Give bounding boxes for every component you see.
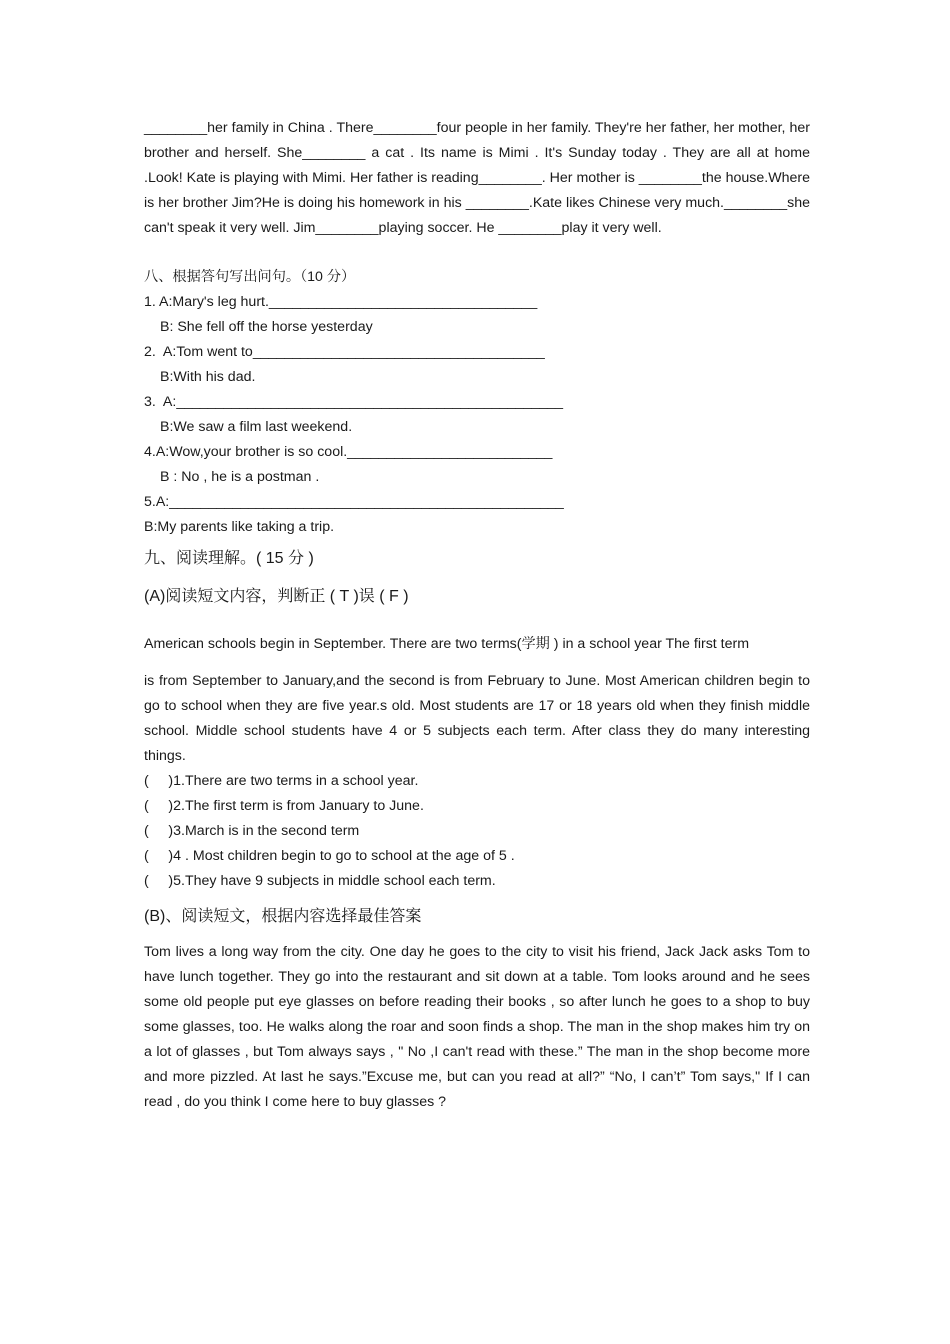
part-a-heading: (A)阅读短文内容，判断正 ( T )误 ( F ) bbox=[144, 588, 409, 605]
part-a-paragraph-2: is from September to January,and the second is from February to June. Most American children begin to go to school when they are five year.s old. Most students are 17 or 18 years old when they finish middle school. Middle school students have 4 or 5 subjects each term. After class they do many interesting things. bbox=[144, 673, 810, 764]
section-9-heading: 九、阅读理解。( 15 分 ) bbox=[144, 550, 314, 567]
tf-item-3: ( )3.March is in the second term bbox=[144, 823, 360, 839]
part-b-paragraph: Tom lives a long way from the city. One day he goes to the city to visit his friend, Jack Jack asks Tom to have lunch together. They go into the restaurant and sit down at a table. Tom looks around and he sees some old people put eye glasses on before reading their books , so after lunch he goes to a shop to buy some glasses, too. He walks along the roar and soon finds a shop. The man in the shop makes him try on a lot of glasses , but Tom always says , " No ,I can't read with these.” The man in the shop become more and more pizzled. At last he says.”Excuse me, but can you read at all?” “No, I can’t” Tom says," If I can read , do you think I come here to buy glasses ? bbox=[144, 944, 810, 1110]
tf-item-4: ( )4 . Most children begin to go to school at the age of 5 . bbox=[144, 848, 515, 864]
question-5-a: 5.A:__________________________________________________ bbox=[144, 494, 564, 510]
question-5-b: B:My parents like taking a trip. bbox=[144, 519, 335, 535]
tf-item-1: ( )1.There are two terms in a school year. bbox=[144, 773, 419, 789]
question-1-b: B: She fell off the horse yesterday bbox=[160, 319, 373, 335]
document-page bbox=[144, 116, 810, 1115]
tf-item-2: ( )2.The first term is from January to June. bbox=[144, 798, 424, 814]
part-a-paragraph-1: American schools begin in September. There are two terms(学期 ) in a school year The first term bbox=[144, 636, 750, 652]
part-b-heading: (B)、阅读短文，根据内容选择最佳答案 bbox=[144, 908, 422, 925]
true-false-items bbox=[144, 769, 810, 894]
question-1-a: 1. A:Mary's leg hurt.__________________________________ bbox=[144, 294, 538, 310]
section-8-heading: 八、根据答句写出问句。（10 分） bbox=[144, 269, 356, 285]
section-8-questions bbox=[144, 290, 810, 540]
cloze-paragraph: ________her family in China . There________four people in her family. They're her father, her mother, her brother and herself. She________ a cat . Its name is Mimi . It's Sunday today . They are all at home .Look! Kate is playing with Mimi. Her father is reading________. Her mother is ________the house.Where is her brother Jim?He is doing his homework in his ________.Kate likes Chinese very much.________she can't speak it very well. Jim________playing soccer. He ________play it very well. bbox=[144, 120, 810, 236]
question-3-a: 3. A:_________________________________________________ bbox=[144, 394, 563, 410]
question-4-a: 4.A:Wow,your brother is so cool.__________________________ bbox=[144, 444, 553, 460]
tf-item-5: ( )5.They have 9 subjects in middle school each term. bbox=[144, 873, 496, 889]
question-4-b: B : No , he is a postman . bbox=[160, 469, 320, 485]
question-3-b: B:We saw a film last weekend. bbox=[160, 419, 353, 435]
question-2-a: 2. A:Tom went to_____________________________________ bbox=[144, 344, 545, 360]
question-2-b: B:With his dad. bbox=[160, 369, 256, 385]
